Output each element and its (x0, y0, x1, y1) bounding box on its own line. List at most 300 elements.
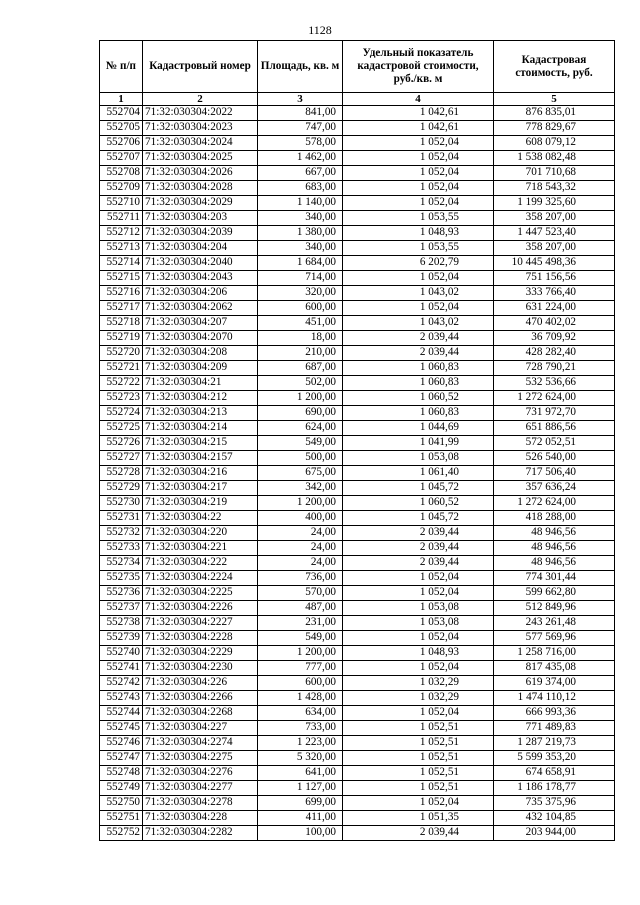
cell-cadastral-number: 71:32:030304:2022 (143, 106, 258, 121)
cell-cadastral-value: 631 224,00 (494, 301, 615, 316)
cell-specific-value: 1 045,72 (343, 511, 494, 526)
cell-row-number: 552722 (100, 376, 143, 391)
cell-cadastral-value: 532 536,66 (494, 376, 615, 391)
cell-cadastral-value: 203 944,00 (494, 826, 615, 841)
cell-specific-value: 1 043,02 (343, 286, 494, 301)
table-row (100, 826, 615, 841)
cell-cadastral-value: 577 569,96 (494, 631, 615, 646)
table-row (100, 751, 615, 766)
cell-area: 1 462,00 (258, 151, 343, 166)
column-number: 3 (258, 93, 343, 106)
cell-area: 1 684,00 (258, 256, 343, 271)
cell-cadastral-value: 48 946,56 (494, 526, 615, 541)
cell-row-number: 552742 (100, 676, 143, 691)
cell-cadastral-number: 71:32:030304:2268 (143, 706, 258, 721)
table-row (100, 436, 615, 451)
cell-row-number: 552716 (100, 286, 143, 301)
cell-row-number: 552745 (100, 721, 143, 736)
cell-cadastral-value: 358 207,00 (494, 241, 615, 256)
cell-cadastral-value: 432 104,85 (494, 811, 615, 826)
cell-cadastral-value: 243 261,48 (494, 616, 615, 631)
cell-cadastral-value: 774 301,44 (494, 571, 615, 586)
cell-cadastral-number: 71:32:030304:2226 (143, 601, 258, 616)
cell-cadastral-number: 71:32:030304:222 (143, 556, 258, 571)
cell-cadastral-value: 357 636,24 (494, 481, 615, 496)
cell-row-number: 552738 (100, 616, 143, 631)
cell-row-number: 552733 (100, 541, 143, 556)
cell-row-number: 552711 (100, 211, 143, 226)
header-cadastral-value: Кадастровая стоимость, руб. (494, 41, 615, 93)
cell-area: 487,00 (258, 601, 343, 616)
cell-specific-value: 1 053,08 (343, 601, 494, 616)
cell-row-number: 552713 (100, 241, 143, 256)
cell-row-number: 552743 (100, 691, 143, 706)
cell-area: 1 127,00 (258, 781, 343, 796)
cell-area: 690,00 (258, 406, 343, 421)
cell-area: 641,00 (258, 766, 343, 781)
cell-specific-value: 2 039,44 (343, 541, 494, 556)
cell-row-number: 552732 (100, 526, 143, 541)
table-header-row (100, 41, 615, 93)
table-row (100, 511, 615, 526)
cell-row-number: 552752 (100, 826, 143, 841)
cell-cadastral-number: 71:32:030304:2266 (143, 691, 258, 706)
table-row (100, 736, 615, 751)
cell-cadastral-number: 71:32:030304:217 (143, 481, 258, 496)
table-row (100, 676, 615, 691)
cell-row-number: 552708 (100, 166, 143, 181)
cell-cadastral-value: 48 946,56 (494, 541, 615, 556)
cell-cadastral-value: 1 272 624,00 (494, 496, 615, 511)
table-row (100, 361, 615, 376)
cell-cadastral-number: 71:32:030304:2024 (143, 136, 258, 151)
cell-cadastral-number: 71:32:030304:206 (143, 286, 258, 301)
cell-row-number: 552729 (100, 481, 143, 496)
cell-row-number: 552731 (100, 511, 143, 526)
cell-area: 340,00 (258, 211, 343, 226)
cell-row-number: 552715 (100, 271, 143, 286)
cell-cadastral-value: 771 489,83 (494, 721, 615, 736)
cell-cadastral-value: 470 402,02 (494, 316, 615, 331)
cell-cadastral-number: 71:32:030304:220 (143, 526, 258, 541)
cell-specific-value: 1 048,93 (343, 646, 494, 661)
cell-row-number: 552717 (100, 301, 143, 316)
cell-area: 24,00 (258, 541, 343, 556)
cell-row-number: 552710 (100, 196, 143, 211)
cell-row-number: 552751 (100, 811, 143, 826)
cell-cadastral-value: 674 658,91 (494, 766, 615, 781)
cell-specific-value: 1 060,83 (343, 376, 494, 391)
cell-cadastral-value: 333 766,40 (494, 286, 615, 301)
cell-area: 5 320,00 (258, 751, 343, 766)
cell-specific-value: 1 052,04 (343, 166, 494, 181)
cell-cadastral-value: 817 435,08 (494, 661, 615, 676)
table-row (100, 391, 615, 406)
cell-area: 411,00 (258, 811, 343, 826)
cell-cadastral-value: 876 835,01 (494, 106, 615, 121)
cell-cadastral-value: 666 993,36 (494, 706, 615, 721)
column-number: 1 (100, 93, 143, 106)
cell-row-number: 552744 (100, 706, 143, 721)
cell-cadastral-number: 71:32:030304:207 (143, 316, 258, 331)
cell-cadastral-number: 71:32:030304:208 (143, 346, 258, 361)
cell-cadastral-value: 358 207,00 (494, 211, 615, 226)
table-row (100, 451, 615, 466)
header-row-number: № п/п (100, 41, 143, 93)
table-row (100, 181, 615, 196)
cell-cadastral-value: 418 288,00 (494, 511, 615, 526)
cell-cadastral-number: 71:32:030304:204 (143, 241, 258, 256)
column-number-row (100, 93, 615, 106)
table-row (100, 121, 615, 136)
cell-row-number: 552706 (100, 136, 143, 151)
cell-cadastral-number: 71:32:030304:212 (143, 391, 258, 406)
table-row (100, 541, 615, 556)
cell-row-number: 552727 (100, 451, 143, 466)
table-row (100, 586, 615, 601)
cell-area: 1 200,00 (258, 496, 343, 511)
cell-row-number: 552712 (100, 226, 143, 241)
cell-area: 342,00 (258, 481, 343, 496)
cell-cadastral-value: 731 972,70 (494, 406, 615, 421)
cell-area: 736,00 (258, 571, 343, 586)
cell-area: 667,00 (258, 166, 343, 181)
cell-row-number: 552736 (100, 586, 143, 601)
cell-area: 320,00 (258, 286, 343, 301)
cell-cadastral-number: 71:32:030304:2070 (143, 331, 258, 346)
cell-cadastral-value: 1 258 716,00 (494, 646, 615, 661)
cell-area: 24,00 (258, 556, 343, 571)
cell-specific-value: 1 052,51 (343, 736, 494, 751)
cell-specific-value: 1 052,04 (343, 631, 494, 646)
cell-cadastral-value: 572 052,51 (494, 436, 615, 451)
cell-row-number: 552709 (100, 181, 143, 196)
cell-specific-value: 1 060,52 (343, 391, 494, 406)
cell-specific-value: 1 044,69 (343, 421, 494, 436)
cell-area: 841,00 (258, 106, 343, 121)
cell-specific-value: 1 042,61 (343, 121, 494, 136)
cell-specific-value: 1 053,08 (343, 451, 494, 466)
cell-area: 1 200,00 (258, 391, 343, 406)
cell-area: 1 200,00 (258, 646, 343, 661)
table-row (100, 466, 615, 481)
cell-specific-value: 1 060,52 (343, 496, 494, 511)
cell-specific-value: 1 060,83 (343, 406, 494, 421)
cell-area: 24,00 (258, 526, 343, 541)
table-row (100, 406, 615, 421)
table-row (100, 601, 615, 616)
cell-specific-value: 1 052,04 (343, 181, 494, 196)
cell-area: 1 140,00 (258, 196, 343, 211)
cell-specific-value: 1 052,04 (343, 136, 494, 151)
cell-specific-value: 1 060,83 (343, 361, 494, 376)
cell-cadastral-value: 608 079,12 (494, 136, 615, 151)
table-row (100, 721, 615, 736)
cell-row-number: 552724 (100, 406, 143, 421)
cell-cadastral-number: 71:32:030304:2278 (143, 796, 258, 811)
table-row (100, 661, 615, 676)
cell-cadastral-number: 71:32:030304:216 (143, 466, 258, 481)
cell-cadastral-value: 718 543,32 (494, 181, 615, 196)
table-row (100, 331, 615, 346)
cell-area: 624,00 (258, 421, 343, 436)
cell-cadastral-value: 599 662,80 (494, 586, 615, 601)
cell-specific-value: 1 051,35 (343, 811, 494, 826)
table-body (100, 106, 615, 841)
cell-area: 600,00 (258, 301, 343, 316)
table-row (100, 571, 615, 586)
cell-area: 683,00 (258, 181, 343, 196)
cell-cadastral-value: 619 374,00 (494, 676, 615, 691)
table-row (100, 376, 615, 391)
cell-cadastral-number: 71:32:030304:226 (143, 676, 258, 691)
cell-cadastral-number: 71:32:030304:2227 (143, 616, 258, 631)
cell-area: 549,00 (258, 436, 343, 451)
cell-cadastral-number: 71:32:030304:214 (143, 421, 258, 436)
cell-cadastral-value: 1 287 219,73 (494, 736, 615, 751)
cell-cadastral-value: 428 282,40 (494, 346, 615, 361)
cell-cadastral-number: 71:32:030304:2062 (143, 301, 258, 316)
cell-row-number: 552750 (100, 796, 143, 811)
table-row (100, 691, 615, 706)
cell-cadastral-value: 728 790,21 (494, 361, 615, 376)
cell-cadastral-number: 71:32:030304:2025 (143, 151, 258, 166)
page-number: 1128 (308, 23, 332, 37)
table-row (100, 286, 615, 301)
column-number: 5 (494, 93, 615, 106)
table-row (100, 811, 615, 826)
cell-row-number: 552748 (100, 766, 143, 781)
cell-cadastral-number: 71:32:030304:2043 (143, 271, 258, 286)
table-row (100, 496, 615, 511)
cell-cadastral-value: 717 506,40 (494, 466, 615, 481)
cell-cadastral-value: 512 849,96 (494, 601, 615, 616)
cell-cadastral-value: 778 829,67 (494, 121, 615, 136)
table-row (100, 631, 615, 646)
cell-area: 600,00 (258, 676, 343, 691)
cell-row-number: 552714 (100, 256, 143, 271)
cell-cadastral-number: 71:32:030304:2039 (143, 226, 258, 241)
column-number: 2 (143, 93, 258, 106)
cell-area: 502,00 (258, 376, 343, 391)
table-row (100, 481, 615, 496)
cell-cadastral-number: 71:32:030304:228 (143, 811, 258, 826)
cell-specific-value: 1 053,55 (343, 211, 494, 226)
cell-specific-value: 1 045,72 (343, 481, 494, 496)
cell-cadastral-number: 71:32:030304:2029 (143, 196, 258, 211)
table-row (100, 766, 615, 781)
cell-cadastral-number: 71:32:030304:2225 (143, 586, 258, 601)
cell-row-number: 552725 (100, 421, 143, 436)
cell-specific-value: 1 052,51 (343, 766, 494, 781)
table-row (100, 301, 615, 316)
cell-specific-value: 1 052,51 (343, 721, 494, 736)
cell-row-number: 552739 (100, 631, 143, 646)
cell-row-number: 552705 (100, 121, 143, 136)
cell-cadastral-number: 71:32:030304:2224 (143, 571, 258, 586)
cell-specific-value: 1 061,40 (343, 466, 494, 481)
cell-cadastral-number: 71:32:030304:219 (143, 496, 258, 511)
cell-area: 699,00 (258, 796, 343, 811)
cell-row-number: 552718 (100, 316, 143, 331)
cell-area: 733,00 (258, 721, 343, 736)
cell-specific-value: 1 043,02 (343, 316, 494, 331)
cell-cadastral-number: 71:32:030304:2274 (143, 736, 258, 751)
cell-specific-value: 2 039,44 (343, 331, 494, 346)
cell-area: 18,00 (258, 331, 343, 346)
cell-specific-value: 2 039,44 (343, 526, 494, 541)
table-row (100, 271, 615, 286)
cell-specific-value: 2 039,44 (343, 346, 494, 361)
cell-row-number: 552721 (100, 361, 143, 376)
cell-specific-value: 2 039,44 (343, 556, 494, 571)
cell-area: 1 223,00 (258, 736, 343, 751)
header-cadastral-number: Кадастровый номер (143, 41, 258, 93)
table-row (100, 196, 615, 211)
cell-specific-value: 1 053,08 (343, 616, 494, 631)
cell-row-number: 552720 (100, 346, 143, 361)
cell-cadastral-number: 71:32:030304:2230 (143, 661, 258, 676)
cell-cadastral-value: 1 186 178,77 (494, 781, 615, 796)
cell-area: 578,00 (258, 136, 343, 151)
table-row (100, 256, 615, 271)
cell-cadastral-number: 71:32:030304:221 (143, 541, 258, 556)
cell-row-number: 552707 (100, 151, 143, 166)
cell-cadastral-value: 1 199 325,60 (494, 196, 615, 211)
cell-specific-value: 1 052,04 (343, 196, 494, 211)
table-row (100, 616, 615, 631)
table-row (100, 781, 615, 796)
cell-specific-value: 1 052,04 (343, 271, 494, 286)
cell-specific-value: 1 053,55 (343, 241, 494, 256)
cell-row-number: 552734 (100, 556, 143, 571)
cell-cadastral-number: 71:32:030304:2023 (143, 121, 258, 136)
cell-row-number: 552723 (100, 391, 143, 406)
header-specific-value: Удельный показатель кадастровой стоимости, руб./кв. м (343, 41, 494, 93)
cell-row-number: 552726 (100, 436, 143, 451)
cell-row-number: 552746 (100, 736, 143, 751)
cell-specific-value: 1 052,51 (343, 781, 494, 796)
cell-cadastral-number: 71:32:030304:22 (143, 511, 258, 526)
cell-cadastral-value: 1 474 110,12 (494, 691, 615, 706)
cell-specific-value: 1 052,51 (343, 751, 494, 766)
cell-specific-value: 1 052,04 (343, 796, 494, 811)
cell-row-number: 552730 (100, 496, 143, 511)
table-row (100, 421, 615, 436)
cell-cadastral-number: 71:32:030304:2282 (143, 826, 258, 841)
cell-row-number: 552728 (100, 466, 143, 481)
table-row (100, 706, 615, 721)
table-row (100, 211, 615, 226)
table-row (100, 151, 615, 166)
cell-specific-value: 1 048,93 (343, 226, 494, 241)
cell-cadastral-value: 48 946,56 (494, 556, 615, 571)
cell-area: 1 380,00 (258, 226, 343, 241)
cell-area: 210,00 (258, 346, 343, 361)
cell-area: 714,00 (258, 271, 343, 286)
cell-cadastral-number: 71:32:030304:227 (143, 721, 258, 736)
cell-cadastral-value: 36 709,92 (494, 331, 615, 346)
cell-area: 100,00 (258, 826, 343, 841)
cell-cadastral-value: 1 538 082,48 (494, 151, 615, 166)
table-row (100, 796, 615, 811)
cell-specific-value: 1 032,29 (343, 676, 494, 691)
cell-area: 500,00 (258, 451, 343, 466)
cell-row-number: 552737 (100, 601, 143, 616)
cell-cadastral-number: 71:32:030304:2229 (143, 646, 258, 661)
cell-area: 340,00 (258, 241, 343, 256)
cell-cadastral-number: 71:32:030304:2228 (143, 631, 258, 646)
table-row (100, 346, 615, 361)
cell-area: 451,00 (258, 316, 343, 331)
table-row (100, 646, 615, 661)
column-number: 4 (343, 93, 494, 106)
cell-cadastral-value: 5 599 353,20 (494, 751, 615, 766)
cell-cadastral-value: 735 375,96 (494, 796, 615, 811)
cell-cadastral-number: 71:32:030304:2026 (143, 166, 258, 181)
cell-area: 634,00 (258, 706, 343, 721)
cell-cadastral-value: 1 447 523,40 (494, 226, 615, 241)
cell-cadastral-number: 71:32:030304:213 (143, 406, 258, 421)
cell-cadastral-number: 71:32:030304:21 (143, 376, 258, 391)
cell-area: 777,00 (258, 661, 343, 676)
cell-specific-value: 1 052,04 (343, 706, 494, 721)
cell-cadastral-number: 71:32:030304:2277 (143, 781, 258, 796)
cell-row-number: 552735 (100, 571, 143, 586)
cell-cadastral-number: 71:32:030304:209 (143, 361, 258, 376)
cell-row-number: 552704 (100, 106, 143, 121)
table-row (100, 136, 615, 151)
cell-row-number: 552740 (100, 646, 143, 661)
cell-specific-value: 2 039,44 (343, 826, 494, 841)
table-row (100, 226, 615, 241)
cell-specific-value: 1 052,04 (343, 661, 494, 676)
cell-cadastral-number: 71:32:030304:203 (143, 211, 258, 226)
table-row (100, 166, 615, 181)
cadastral-value-table (99, 40, 615, 841)
cell-cadastral-number: 71:32:030304:2275 (143, 751, 258, 766)
cell-area: 675,00 (258, 466, 343, 481)
cell-specific-value: 1 041,99 (343, 436, 494, 451)
cell-cadastral-value: 651 886,56 (494, 421, 615, 436)
cell-cadastral-number: 71:32:030304:2028 (143, 181, 258, 196)
cell-cadastral-number: 71:32:030304:215 (143, 436, 258, 451)
cell-cadastral-value: 701 710,68 (494, 166, 615, 181)
cell-specific-value: 1 052,04 (343, 586, 494, 601)
cell-row-number: 552719 (100, 331, 143, 346)
cell-cadastral-number: 71:32:030304:2040 (143, 256, 258, 271)
cell-cadastral-value: 751 156,56 (494, 271, 615, 286)
table-row (100, 241, 615, 256)
table-row (100, 316, 615, 331)
cell-row-number: 552741 (100, 661, 143, 676)
cell-area: 549,00 (258, 631, 343, 646)
cell-area: 687,00 (258, 361, 343, 376)
cell-cadastral-value: 1 272 624,00 (494, 391, 615, 406)
cell-cadastral-number: 71:32:030304:2276 (143, 766, 258, 781)
cell-specific-value: 6 202,79 (343, 256, 494, 271)
table-row (100, 526, 615, 541)
cell-area: 400,00 (258, 511, 343, 526)
cell-cadastral-value: 10 445 498,36 (494, 256, 615, 271)
cell-specific-value: 1 052,04 (343, 571, 494, 586)
cell-cadastral-number: 71:32:030304:2157 (143, 451, 258, 466)
cell-specific-value: 1 052,04 (343, 301, 494, 316)
cell-row-number: 552747 (100, 751, 143, 766)
cell-area: 570,00 (258, 586, 343, 601)
cell-row-number: 552749 (100, 781, 143, 796)
table-row (100, 106, 615, 121)
